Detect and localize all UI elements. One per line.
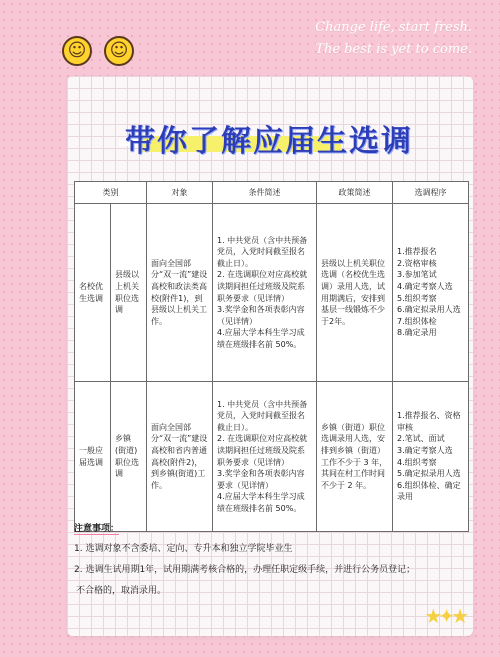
condition-item: 2. 在选调职位对应高校就读期间担任过班级及院系职务要求（见详情） <box>217 270 308 303</box>
table-header-row <box>75 182 469 204</box>
procedure-step: 6.确定拟录用人选 <box>397 305 461 315</box>
note-item: 不合格的，取消录用。 <box>76 585 167 596</box>
header-policy: 政策简述 <box>317 182 393 204</box>
condition-item: 4.应届大学本科生学习成绩在班级排名前 50%。 <box>217 328 305 349</box>
policy-cell: 乡镇（街道）职位选调录用人选，安排到乡镇（街道）工作不少于 3 年，其间在村工作时间不少于 2 年。 <box>317 382 393 532</box>
procedure-step: 6.组织体检、确定录用 <box>397 480 461 502</box>
procedure-step: 1.推荐报名、资格审核 <box>397 411 461 432</box>
policy-cell: 县级以上机关职位选调（名校优生选调）录用人选，试用期满后，安排到基层一线锻炼不少于2年。 <box>317 204 393 382</box>
category-cell: 名校优生选调 <box>75 204 111 382</box>
header-procedure: 选调程序 <box>393 182 469 204</box>
slogan <box>252 20 472 57</box>
condition-item: 2. 在选调职位对应高校就读期间担任过班级及院系职务要求（见详情） <box>217 434 308 467</box>
procedure-step: 8.确定录用 <box>397 328 437 338</box>
procedure-cell <box>393 382 469 532</box>
condition-item: 1. 中共党员（含中共预备党员，入党时间截至报名截止日）。 <box>217 235 308 268</box>
header-target: 对象 <box>147 182 213 204</box>
procedure-step: 1.推荐报名 <box>397 247 437 257</box>
title-area <box>123 114 423 168</box>
category-cell: 一般应届选调 <box>75 382 111 532</box>
conditions-cell <box>213 204 317 382</box>
procedure-step: 2.资格审核 <box>397 258 437 268</box>
note-item: 2. 选调生试用期1年，试用期满考核合格的，办理任职定级手续，并进行公务员登记； <box>74 564 416 575</box>
procedure-step: 4.组织考察 <box>397 457 437 467</box>
subcategory-cell: 县级以上机关职位选调 <box>111 204 147 382</box>
procedure-step: 7.组织体检 <box>397 316 437 326</box>
condition-item: 3.奖学金和各项表彰内容（见详情） <box>217 305 305 326</box>
procedure-step: 4.确定考察人选 <box>397 281 453 291</box>
conditions-cell <box>213 382 317 532</box>
target-cell: 面向全国部分“双一流”建设高校和省内普通高校(附件2)，到乡镇(街道)工作。 <box>147 382 213 532</box>
header-category: 类别 <box>75 182 147 204</box>
procedure-step: 5.确定拟录用人选 <box>397 469 461 479</box>
subcategory-cell: 乡镇(街道)职位选调 <box>111 382 147 532</box>
procedure-step: 3.确定考察人选 <box>397 445 453 455</box>
selection-table <box>74 181 469 532</box>
table-row <box>75 382 469 532</box>
condition-item: 3.奖学金和各项表彰内容要求（见详情） <box>217 469 305 490</box>
procedure-step: 5.组织考察 <box>397 293 437 303</box>
smiley-face-icon: ☺ <box>62 36 92 66</box>
condition-item: 1. 中共党员（含中共预备党员，入党时间截至报名截止日）。 <box>217 399 308 432</box>
slogan-line-1: Change life, start fresh. <box>315 20 472 35</box>
content-card <box>67 76 473 636</box>
condition-item: 4.应届大学本科生学习成绩在班级排名前 50%。 <box>217 492 305 513</box>
procedure-cell <box>393 204 469 382</box>
stars-icon: ★✦★ <box>424 604 465 628</box>
notes-title: 注意事项： <box>74 521 119 535</box>
header-conditions: 条件简述 <box>213 182 317 204</box>
note-item: 1. 选调对象不含委培、定向、专升本和独立学院毕业生 <box>74 544 293 554</box>
procedure-step: 3.参加笔试 <box>397 270 437 280</box>
procedure-step: 2.笔试、面试 <box>397 434 445 444</box>
target-cell: 面向全国部分“双一流”建设高校和政法类高校(附件1)，到县级以上机关工作。 <box>147 204 213 382</box>
table-row <box>75 204 469 382</box>
smiley-face-icon: ☺ <box>104 36 134 66</box>
page-title: 带你了解应届生选调 <box>125 124 413 159</box>
notes-section <box>74 521 468 606</box>
slogan-line-2: The best is yet to come. <box>315 41 472 57</box>
